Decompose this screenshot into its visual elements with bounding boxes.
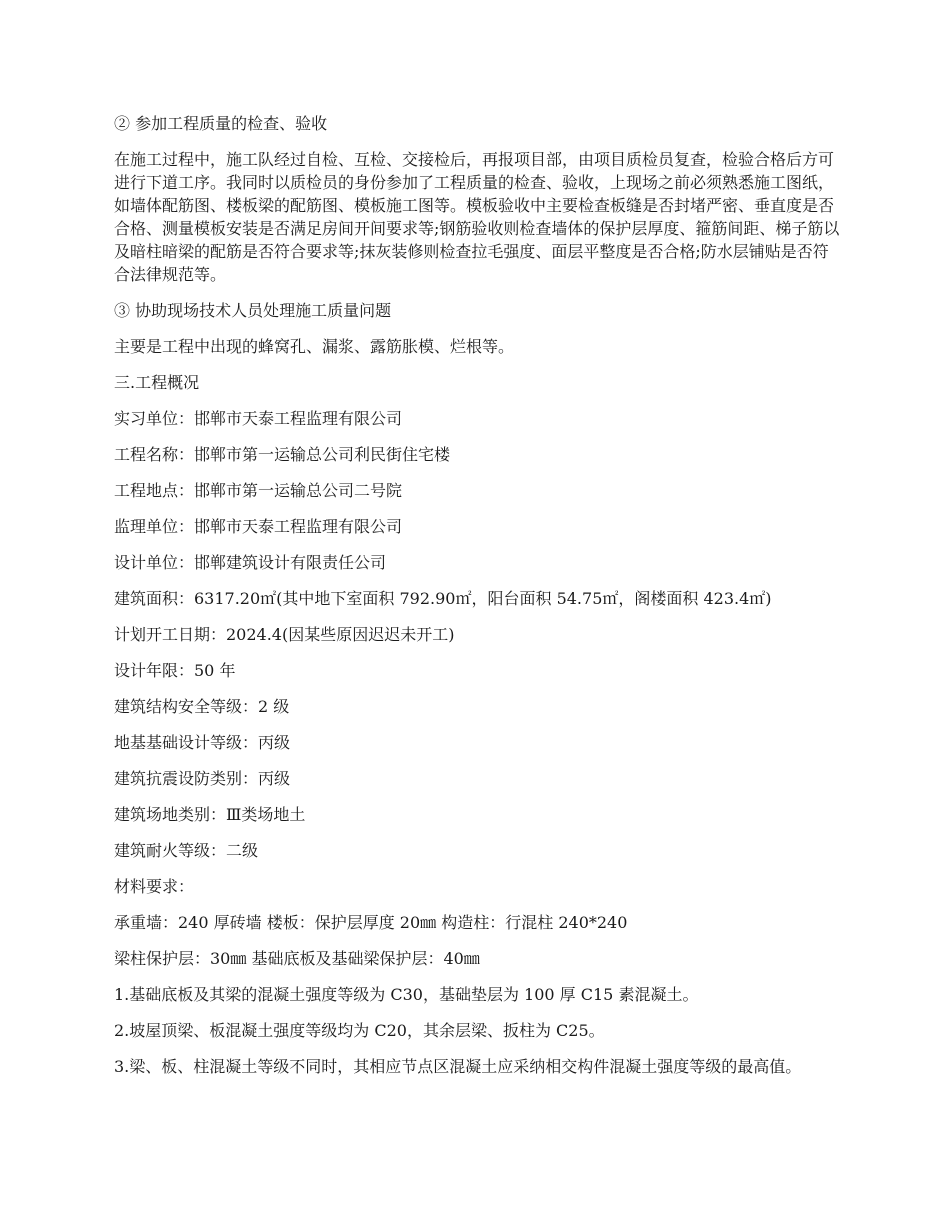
fire-resistance-grade: 建筑耐火等级：二级 — [114, 840, 259, 860]
structural-safety-grade: 建筑结构安全等级：2 级 — [114, 696, 290, 716]
protective-layer-spec: 梁柱保护层：30㎜ 基础底板及基础梁保护层：40㎜ — [114, 948, 480, 968]
load-bearing-wall-spec: 承重墙：240 厚砖墙 楼板：保护层厚度 20㎜ 构造柱：行混柱 240*240 — [114, 912, 628, 932]
supervision-unit: 监理单位：邯郸市天泰工程监理有限公司 — [114, 516, 403, 536]
internship-unit: 实习单位：邯郸市天泰工程监理有限公司 — [114, 408, 403, 428]
concrete-grade-item-3: 3.梁、板、柱混凝土等级不同时，其相应节点区混凝土应采纳相交构件混凝土强度等级的最高值。 — [114, 1056, 802, 1076]
site-category: 建筑场地类别：Ⅲ类场地土 — [114, 804, 306, 824]
design-life: 设计年限：50 年 — [114, 660, 236, 680]
project-location: 工程地点：邯郸市第一运输总公司二号院 — [114, 480, 403, 500]
quality-inspection-paragraph: 在施工过程中，施工队经过自检、互检、交接检后，再报项目部，由项目质检员复查，检验合格后方可进行下道工序。我同时以质检员的身份参加了工程质量的检查、验收，上现场之前必须熟悉施工图纸，如墙体配筋图、楼板梁的配筋图、模板施工图等。模板验收中主要检查板缝是否封堵严密、垂直度是否合格、测量模板安装是否满足房间开间要求等;钢筋验收则检查墙体的保护层厚度、箍筋间距、梯子筋以及暗柱暗梁的配筋是否符合要求等;抹灰装修则检查拉毛强度、面层平整度是否合格;防水层铺贴是否符合法律规范等。 — [114, 150, 840, 284]
concrete-grade-item-2: 2.坡屋顶梁、板混凝土强度等级均为 C20，其余层梁、扳柱为 C25。 — [114, 1020, 605, 1040]
design-unit: 设计单位：邯郸建筑设计有限责任公司 — [114, 552, 387, 572]
planned-start-date: 计划开工日期：2024.4(因某些原因迟迟未开工) — [114, 624, 455, 644]
seismic-category: 建筑抗震设防类别：丙级 — [114, 768, 291, 788]
document-page — [114, 112, 844, 1090]
section-heading-quality-inspection: ② 参加工程质量的检查、验收 — [114, 114, 328, 133]
concrete-grade-item-1: 1.基础底板及其梁的混凝土强度等级为 C30，基础垫层为 100 厚 C15 素混凝土。 — [114, 984, 699, 1004]
section-heading-project-overview: 三.工程概况 — [114, 372, 200, 392]
foundation-design-grade: 地基基础设计等级：丙级 — [114, 732, 291, 752]
section-heading-assist-technicians: ③ 协助现场技术人员处理施工质量问题 — [114, 300, 392, 320]
project-name: 工程名称：邯郸市第一运输总公司利民街住宅楼 — [114, 444, 451, 464]
material-requirements-heading: 材料要求： — [114, 876, 195, 896]
quality-issues-paragraph: 主要是工程中出现的蜂窝孔、漏浆、露筋胀模、烂根等。 — [114, 336, 515, 356]
building-area: 建筑面积：6317.20㎡(其中地下室面积 792.90㎡，阳台面积 54.75㎡，阁楼面积 423.4㎡) — [114, 588, 772, 608]
